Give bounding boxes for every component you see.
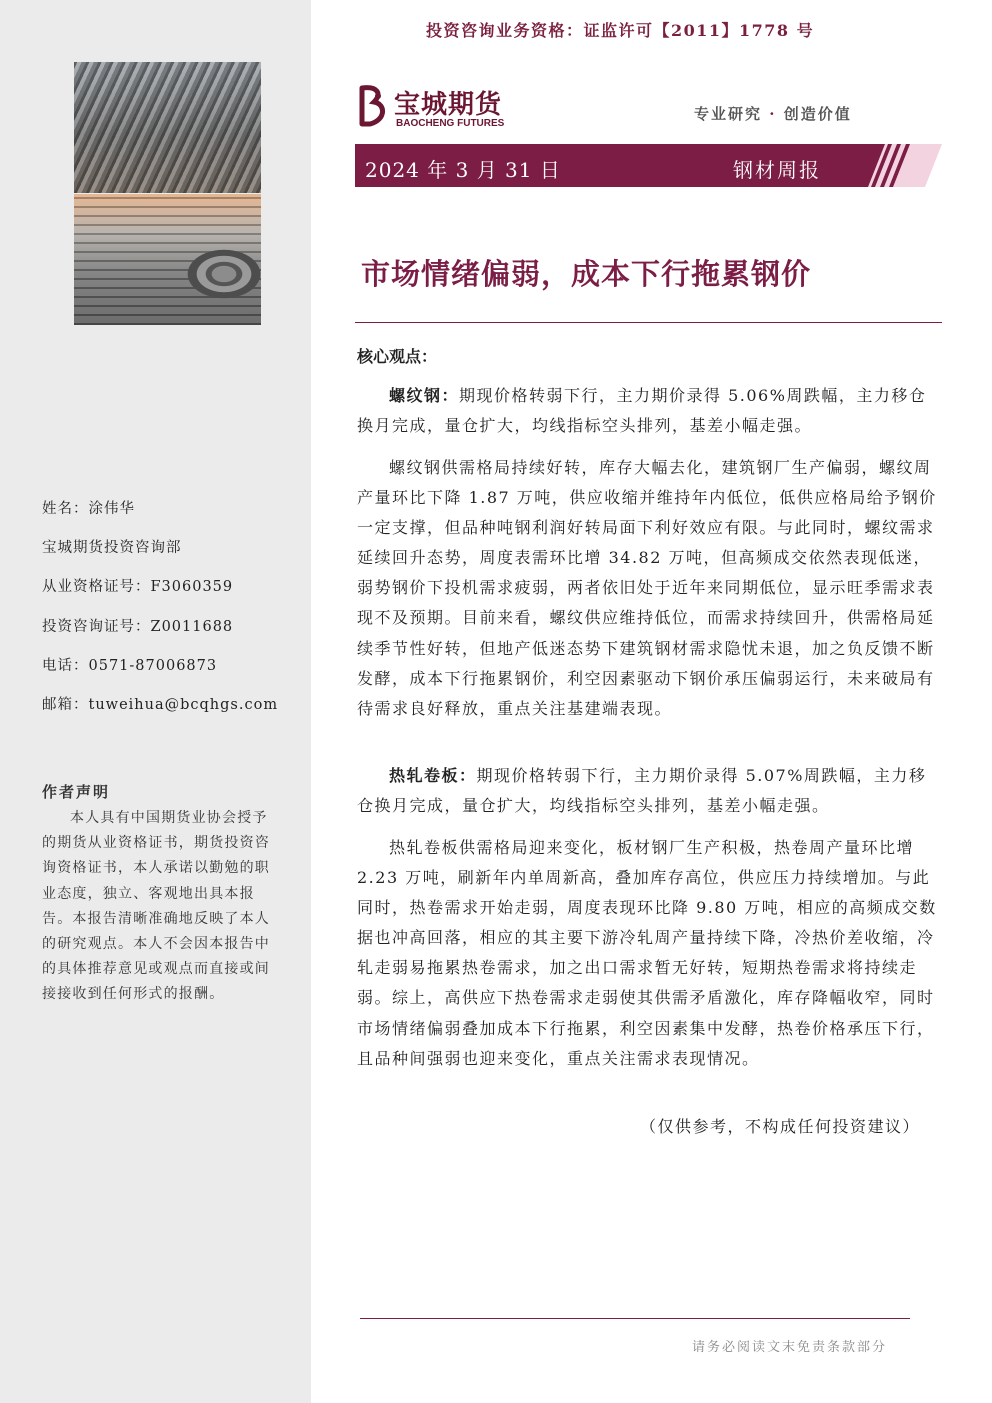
report-type: 钢材周报 [733, 158, 821, 182]
steel-rebar-photo [74, 62, 261, 193]
steel-coil-photo [74, 194, 261, 325]
footer-divider [360, 1318, 910, 1319]
analyst-qual-cert: 从业资格证号：F3060359 [42, 579, 234, 596]
footer-text: 请务必阅读文末免责条款部分 [692, 1340, 888, 1355]
sidebar [0, 0, 311, 1403]
hrc-detail: 热轧卷板供需格局迎来变化，板材钢厂生产积极，热卷周产量环比增 2.23 万吨，刷新年内单周新高，叠加库存高位，供应压力持续增加。与此同时，热卷需求开始走弱，周度表现环比降 9.80 万吨，相应的高频成交数据也冲高回落，相应的其主要下游冷轧周产量持续下降，冷热价差收缩，冷轧走弱易拖累热卷需求，加之出口需求暂无好转，短期热卷需求将持续走弱。综上，高供应下热卷需求走弱使其供需矛盾激化，库存降幅收窄，同时市场情绪偏弱叠加成本下行拖累，利空因素集中发酵，热卷价格承压下行，且品种间强弱也迎来变化，重点关注需求表现情况。 [357, 838, 937, 1068]
analyst-dept: 宝城期货投资咨询部 [42, 540, 182, 557]
declaration-body: 本人具有中国期货业协会授予的期货从业资格证书，期货投资咨询资格证书，本人承诺以勤勉的职业态度，独立、客观地出具本报告。本报告清晰准确地反映了本人的研究观点。本人不会因本报告中的具体推荐意见或观点而直接或间接接收到任何形式的报酬。 [42, 810, 270, 1003]
hrc-lead: 热轧卷板： [389, 766, 477, 785]
declaration-title: 作者声明 [42, 783, 111, 801]
report-date: 2024 年 3 月 31 日 [365, 158, 561, 182]
rebar-summary [357, 381, 942, 441]
logo-icon [356, 84, 391, 128]
hrc-summary [357, 761, 942, 821]
rebar-summary-text: 期现价格转弱下行，主力期价录得 5.06%周跌幅，主力移仓换月完成，量仓扩大，均线指标空头排列，基差小幅走强。 [357, 386, 927, 436]
analyst-info [42, 498, 278, 733]
title-divider [355, 322, 942, 323]
page-title: 市场情绪偏弱，成本下行拖累钢价 [361, 257, 812, 291]
analyst-email: 邮箱：tuweihua@bcqhgs.com [42, 696, 279, 713]
banner-stripes-decoration [868, 144, 942, 187]
disclaimer-note: （仅供参考，不构成任何投资建议） [640, 1117, 921, 1136]
rebar-detail: 螺纹钢供需格局持续好转，库存大幅去化，建筑钢厂生产偏弱，螺纹周产量环比下降 1.87 万吨，供应收缩并维持年内低位，低供应格局给予钢价一定支撑，但品种吨钢利润好转局面下利好效应有限。与此同时，螺纹需求延续回升态势，周度表需环比增 34.82 万吨，但高频成交依然表现低迷，弱势钢价下投机需求疲弱，两者依旧处于近年来同期低位，显示旺季需求表现不及预期。目前来看，螺纹供应维持低位，而需求持续回升，供需格局延续季节性好转，但地产低迷态势下建筑钢材需求隐忧未退，加之负反馈不断发酵，成本下行拖累钢价，利空因素驱动下钢价承压偏弱运行，未来破局有待需求良好释放，重点关注基建端表现。 [357, 458, 937, 718]
slogan [694, 103, 852, 124]
core-label: 核心观点： [357, 347, 438, 366]
license-line: 投资咨询业务资格：证监许可【2011】1778 号 [426, 21, 815, 40]
logo-text-cn: 宝城期货 [394, 90, 503, 120]
analyst-phone: 电话：0571-87006873 [42, 657, 218, 674]
rebar-lead: 螺纹钢： [389, 386, 460, 405]
analyst-consult-cert: 投资咨询证号：Z0011688 [42, 618, 234, 635]
slogan-dot: · [769, 105, 777, 123]
logo-text-en: BAOCHENG FUTURES [396, 118, 505, 129]
slogan-right: 创造价值 [783, 105, 852, 123]
slogan-left: 专业研究 [694, 105, 763, 123]
analyst-name: 姓名：涂伟华 [42, 501, 135, 517]
hrc-summary-text: 期现价格转弱下行，主力期价录得 5.07%周跌幅，主力移仓换月完成，量仓扩大，均线指标空头排列，基差小幅走强。 [357, 766, 927, 816]
